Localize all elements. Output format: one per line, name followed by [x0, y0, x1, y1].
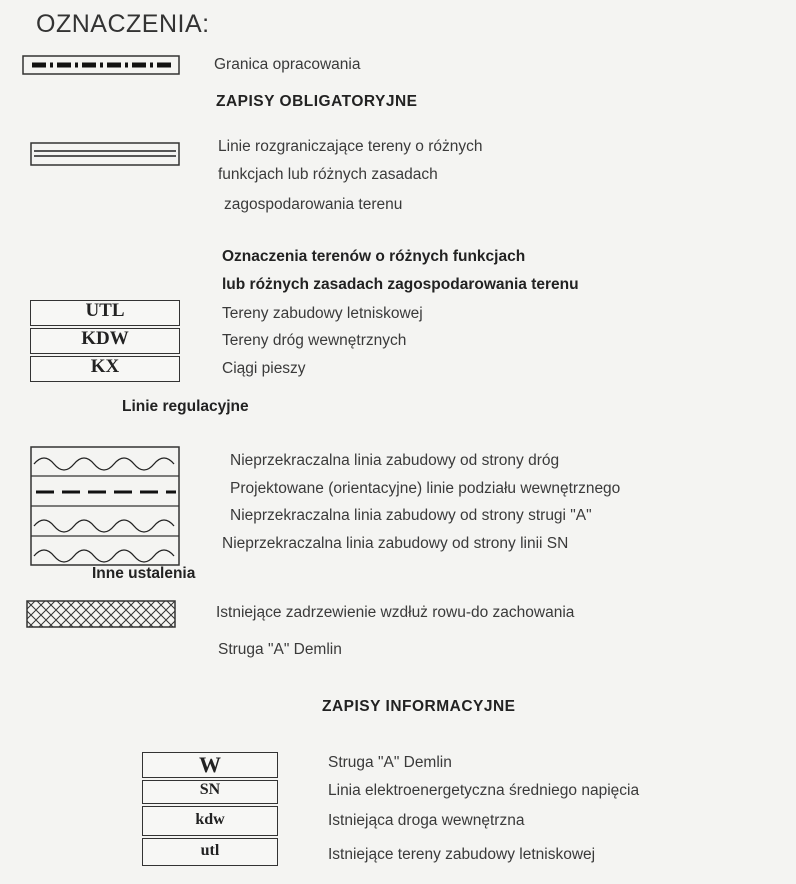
info-code-box-utl: [142, 838, 278, 866]
area-label-kx: Ciągi pieszy: [222, 360, 306, 377]
stream-label: Struga "A" Demlin: [218, 641, 342, 658]
area-label-kdw: Tereny dróg wewnętrznych: [222, 332, 407, 349]
area-designations-heading-2: lub różnych zasadach zagospodarowania terenu: [222, 276, 579, 293]
area-code-kx: KX: [90, 356, 120, 377]
info-code-kdw: kdw: [195, 811, 225, 828]
dividing-line-symbol: [30, 142, 182, 168]
info-code-w: W: [199, 752, 221, 777]
area-code-kdw: KDW: [81, 328, 129, 349]
regulation-lines-symbol: [30, 446, 182, 568]
legend-title: OZNACZENIA:: [36, 10, 210, 38]
dividing-line-label-2: funkcjach lub różnych zasadach: [218, 166, 438, 183]
info-code-box-kdw: [142, 806, 278, 836]
info-label-w: Struga "A" Demlin: [328, 754, 452, 771]
regulation-line-label-3: Nieprzekraczalna linia zabudowy od strony strugi "A": [230, 507, 592, 524]
info-label-sn: Linia elektroenergetyczna średniego napięcia: [328, 782, 640, 799]
info-label-utl: Istniejące tereny zabudowy letniskowej: [328, 846, 596, 863]
boundary-line-symbol: [22, 55, 182, 77]
area-designations-heading-1: Oznaczenia terenów o różnych funkcjach: [222, 248, 526, 265]
area-code-box-kx: [30, 356, 180, 382]
info-code-sn: SN: [199, 781, 221, 798]
dividing-line-label-1: Linie rozgraniczające tereny o różnych: [218, 138, 483, 155]
info-code-box-w: [142, 752, 278, 778]
other-settings-heading: Inne ustalenia: [92, 565, 196, 582]
boundary-label: Granica opracowania: [214, 56, 361, 73]
informational-heading: ZAPISY INFORMACYJNE: [322, 698, 516, 715]
area-code-box-utl: [30, 300, 180, 326]
regulation-line-label-4: Nieprzekraczalna linia zabudowy od strony linii SN: [222, 535, 569, 552]
tree-cover-label: Istniejące zadrzewienie wzdłuż rowu-do zachowania: [216, 604, 575, 621]
area-label-utl: Tereny zabudowy letniskowej: [222, 305, 423, 322]
tree-cover-symbol: [26, 600, 178, 630]
dividing-line-label-3: zagospodarowania terenu: [224, 196, 403, 213]
mandatory-heading: ZAPISY OBLIGATORYJNE: [216, 93, 418, 110]
info-label-kdw: Istniejąca droga wewnętrzna: [328, 812, 525, 829]
area-code-box-kdw: [30, 328, 180, 354]
regulation-lines-heading: Linie regulacyjne: [122, 398, 249, 415]
info-code-box-sn: [142, 780, 278, 804]
regulation-line-label-2: Projektowane (orientacyjne) linie podziału wewnętrznego: [230, 480, 621, 497]
area-code-utl: UTL: [85, 300, 125, 321]
info-code-utl: utl: [200, 842, 220, 859]
regulation-line-label-1: Nieprzekraczalna linia zabudowy od strony dróg: [230, 452, 560, 469]
